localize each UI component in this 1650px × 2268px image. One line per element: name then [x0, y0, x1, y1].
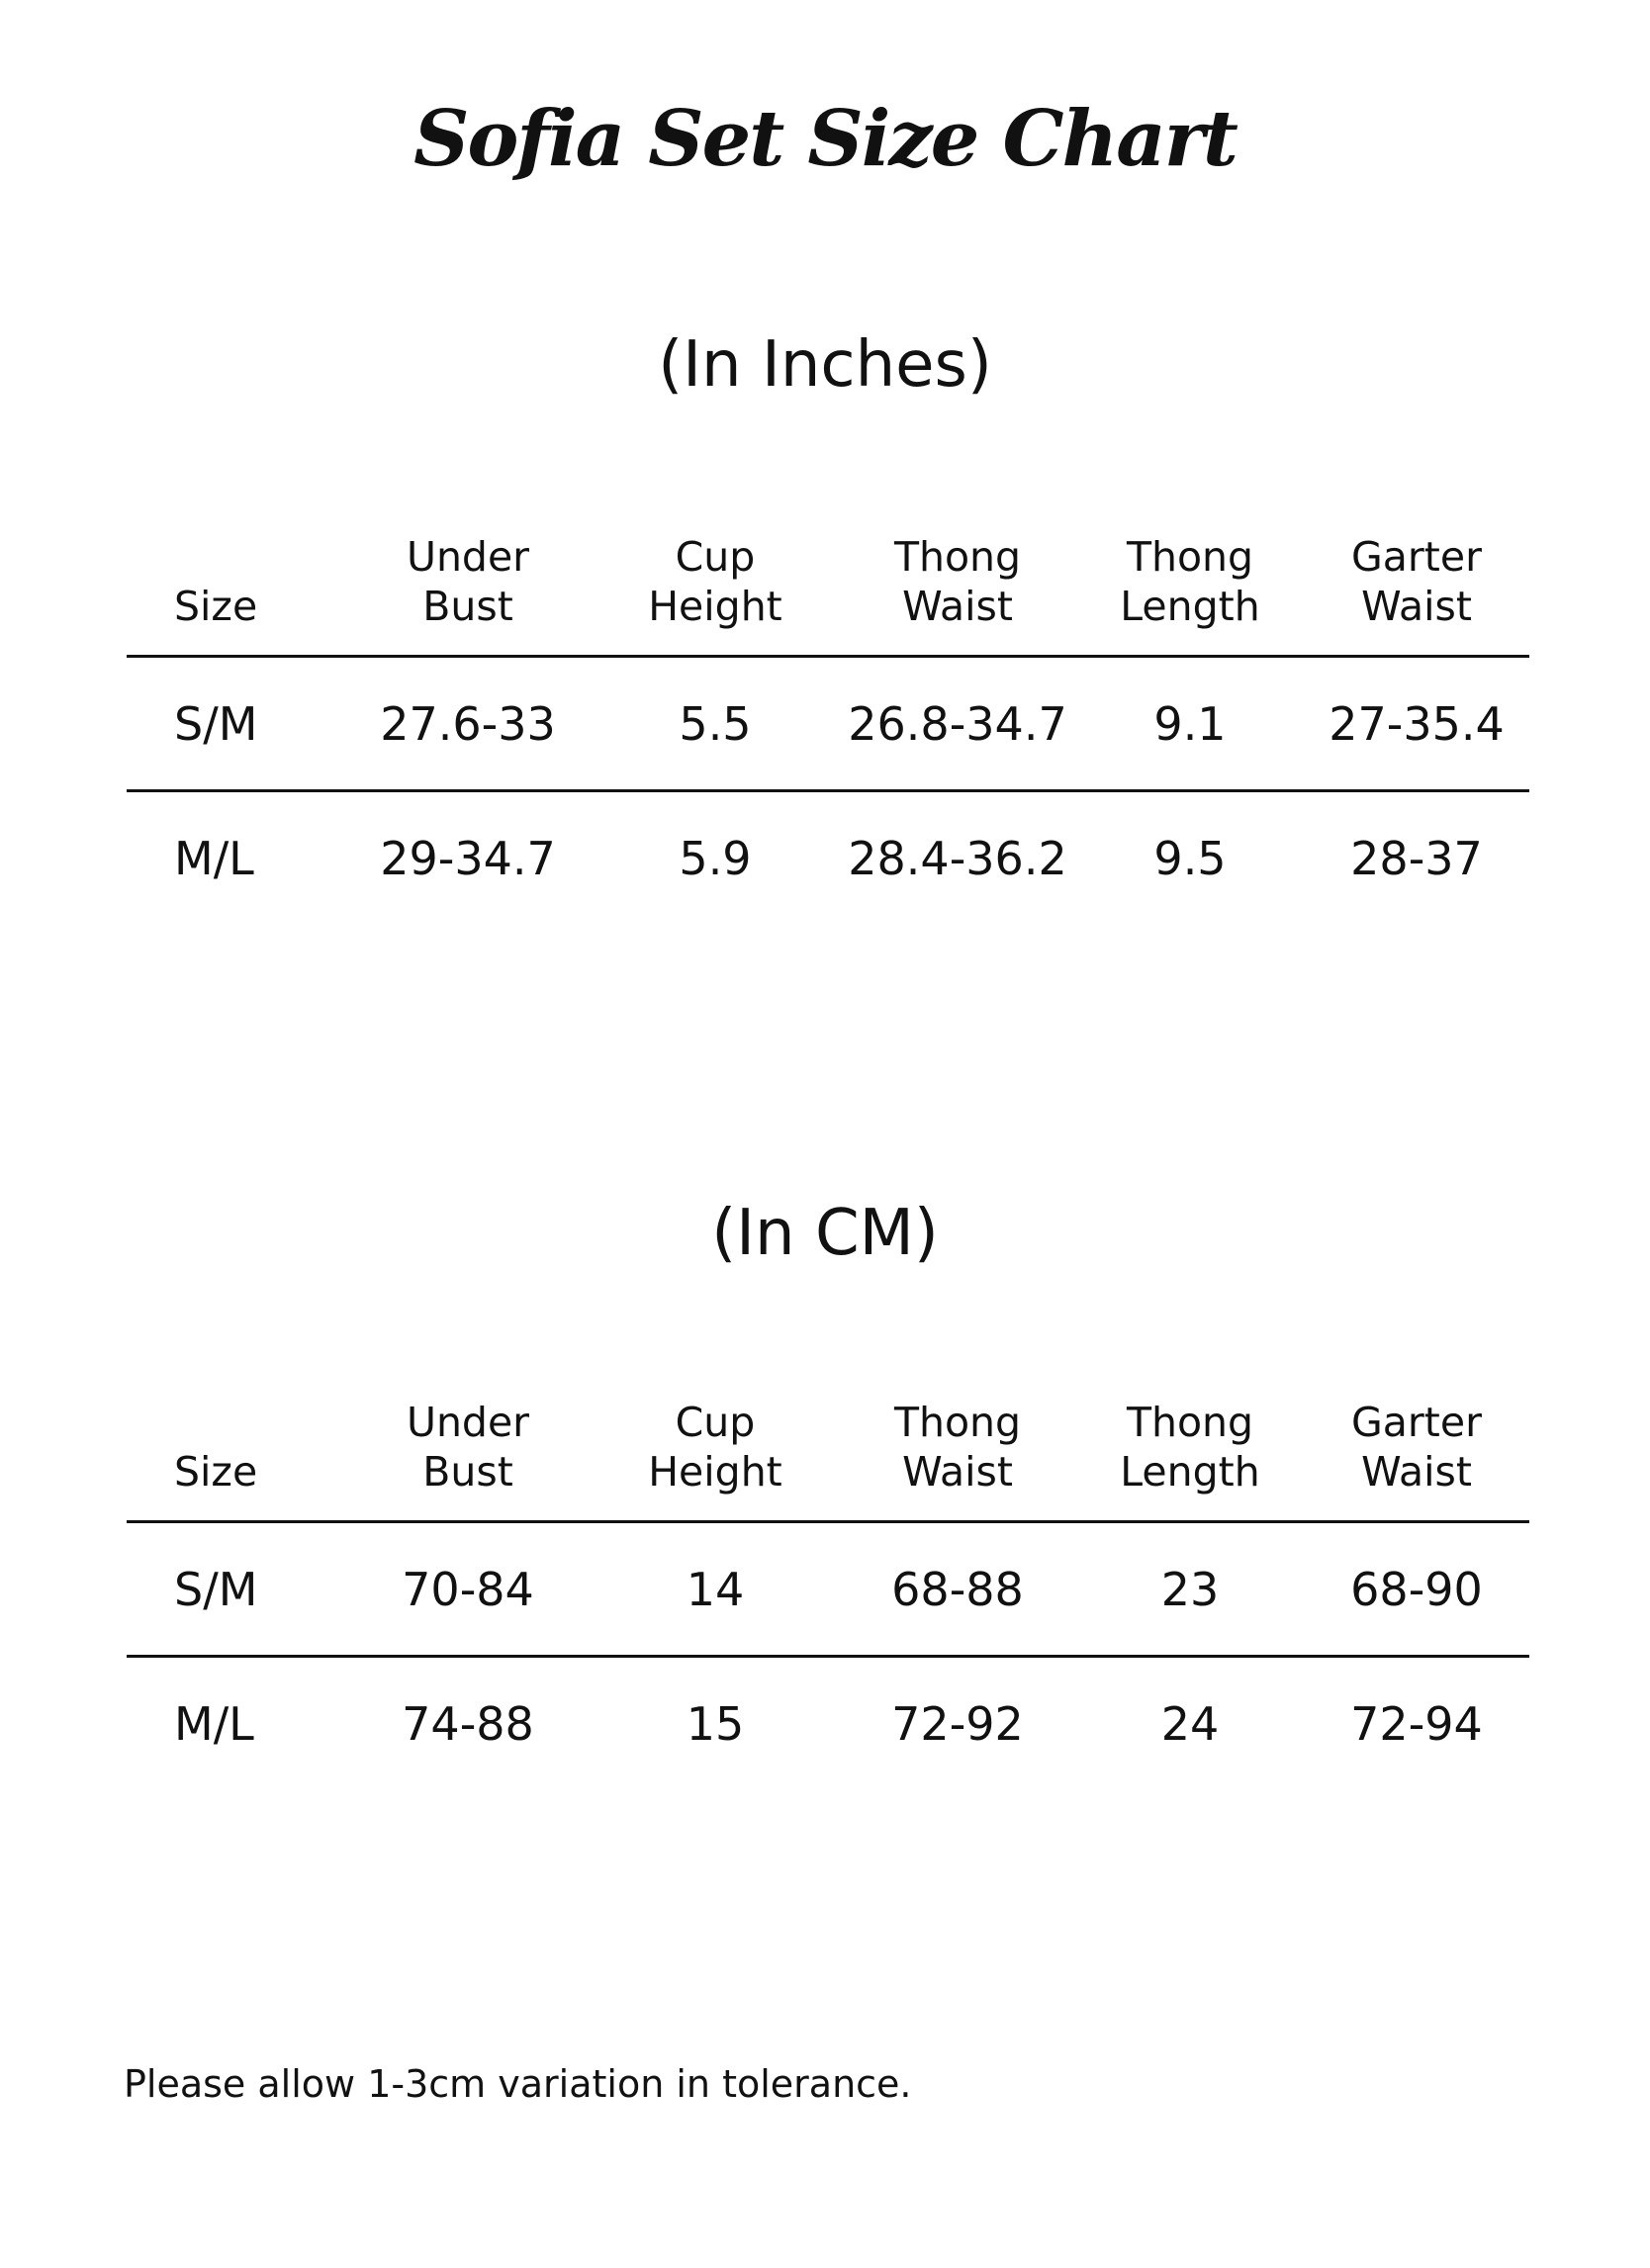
table-row	[127, 791, 1529, 925]
size-table-cm	[127, 1370, 1529, 1789]
cm-heading: (In CM)	[711, 1197, 939, 1270]
size-cell: M/L	[174, 1696, 254, 1751]
thong-waist-cell: 26.8-34.7	[839, 657, 1076, 791]
size-cell: S/M	[127, 1522, 344, 1657]
cup-height-cell: 14	[592, 1522, 839, 1657]
thong-waist-cell: 28.4-36.2	[848, 831, 1067, 885]
tolerance-note: Please allow 1-3cm variation in tolerance.	[124, 2062, 912, 2106]
size-cell: M/L	[174, 831, 254, 885]
thong-length-cell: 9.1	[1076, 657, 1304, 791]
size-cell: S/M	[127, 657, 344, 791]
garter-waist-cell: 72-94	[1350, 1696, 1483, 1751]
header-garter-waist: Garter Waist	[1304, 1370, 1529, 1522]
header-thong-length: Thong Length	[1076, 1370, 1304, 1522]
header-under-bust: Under Bust	[344, 1370, 592, 1522]
garter-waist-cell: 68-90	[1304, 1522, 1529, 1657]
thong-waist-cell: 72-92	[891, 1696, 1024, 1751]
header-thong-waist: Thong Waist	[839, 504, 1076, 657]
cup-height-cell: 15	[686, 1696, 745, 1751]
garter-waist-cell: 28-37	[1350, 831, 1483, 885]
thong-length-cell: 24	[1160, 1696, 1220, 1751]
header-cup-height: Cup Height	[592, 504, 839, 657]
under-bust-cell: 70-84	[344, 1522, 592, 1657]
under-bust-cell: 27.6-33	[344, 657, 592, 791]
header-thong-waist: Thong Waist	[839, 1370, 1076, 1522]
cup-height-cell: 5.9	[679, 831, 752, 885]
under-bust-cell: 29-34.7	[380, 831, 556, 885]
table-row	[127, 657, 1529, 791]
table-header-row	[127, 1370, 1529, 1522]
size-table-inches	[127, 504, 1529, 924]
table-header-row	[127, 504, 1529, 657]
garter-waist-cell: 27-35.4	[1304, 657, 1529, 791]
header-size: Size	[127, 504, 344, 657]
page-title: Sofia Set Size Chart	[413, 94, 1237, 184]
header-under-bust: Under Bust	[344, 504, 592, 657]
thong-waist-cell: 68-88	[839, 1522, 1076, 1657]
thong-length-cell: 9.5	[1153, 831, 1227, 885]
header-size: Size	[127, 1370, 344, 1522]
under-bust-cell: 74-88	[402, 1696, 534, 1751]
header-garter-waist: Garter Waist	[1304, 504, 1529, 657]
header-thong-length: Thong Length	[1076, 504, 1304, 657]
table-row	[127, 1522, 1529, 1657]
thong-length-cell: 23	[1076, 1522, 1304, 1657]
table-row	[127, 1657, 1529, 1790]
cup-height-cell: 5.5	[592, 657, 839, 791]
header-cup-height: Cup Height	[592, 1370, 839, 1522]
inches-heading: (In Inches)	[658, 328, 992, 402]
